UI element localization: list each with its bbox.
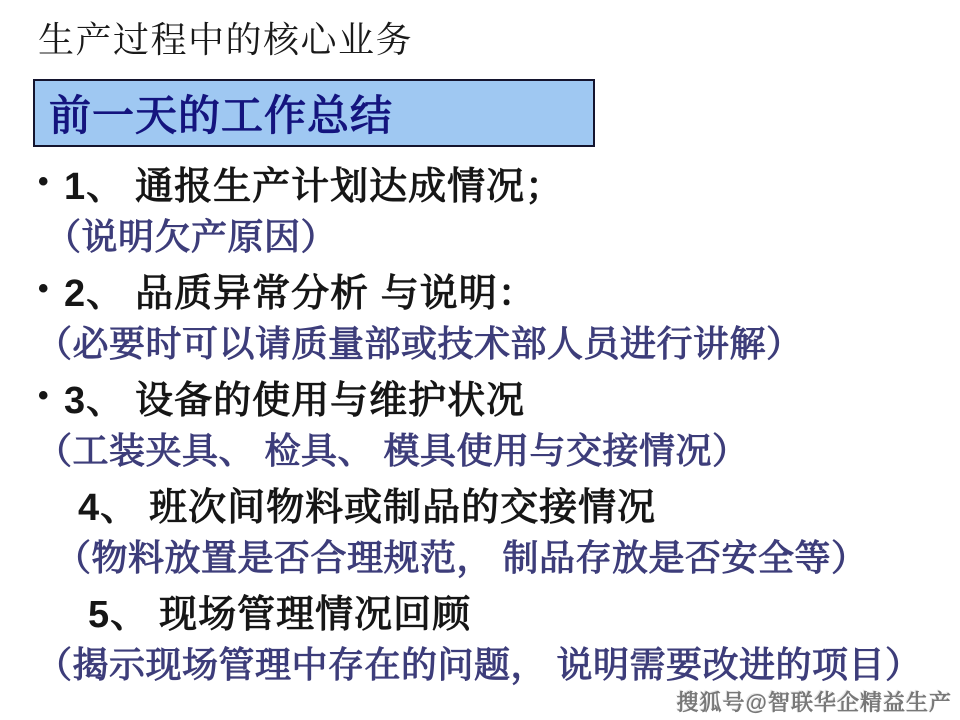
item-number: 2、	[64, 272, 126, 315]
list-item	[36, 156, 948, 260]
list-item-note: （说明欠产原因）	[45, 216, 338, 257]
item-number: 1、	[64, 165, 126, 208]
list-item-main	[36, 370, 948, 422]
section-header-box	[33, 79, 595, 147]
list-item-note: （工装夹具、 检具、 模具使用与交接情况）	[36, 430, 749, 471]
item-number: 3、	[64, 379, 126, 422]
item-text: 品质异常分析 与说明：	[135, 272, 537, 315]
list-item-main	[36, 263, 948, 315]
list-item-note: （必要时可以请质量部或技术部人员进行讲解）	[36, 323, 803, 364]
item-text: 现场管理情况回顾	[159, 593, 472, 636]
list-item	[36, 370, 948, 474]
list-item	[36, 584, 948, 688]
list-item-main	[36, 584, 948, 636]
list-item-main	[36, 477, 948, 529]
watermark-text: 搜狐号@智联华企精益生产	[676, 690, 952, 715]
item-text: 设备的使用与维护状况	[135, 379, 526, 422]
bullet-marker: •	[38, 272, 50, 305]
section-header-label: 前一天的工作总结	[49, 92, 394, 139]
page-title: 生产过程中的核心业务	[38, 20, 414, 60]
list-item-main	[36, 156, 948, 208]
item-text: 班次间物料或制品的交接情况	[149, 486, 657, 529]
item-number: 4、	[78, 486, 140, 529]
item-number: 5、	[88, 593, 150, 636]
bullet-marker: •	[38, 379, 50, 412]
item-text: 通报生产计划达成情况；	[135, 165, 565, 208]
list-item-note: （物料放置是否合理规范， 制品存放是否安全等）	[55, 537, 868, 578]
list-item	[36, 477, 948, 581]
bullet-marker: •	[38, 165, 50, 198]
summary-list	[36, 156, 948, 691]
list-item-note: （揭示现场管理中存在的问题， 说明需要改进的项目）	[36, 644, 922, 685]
list-item	[36, 263, 948, 367]
